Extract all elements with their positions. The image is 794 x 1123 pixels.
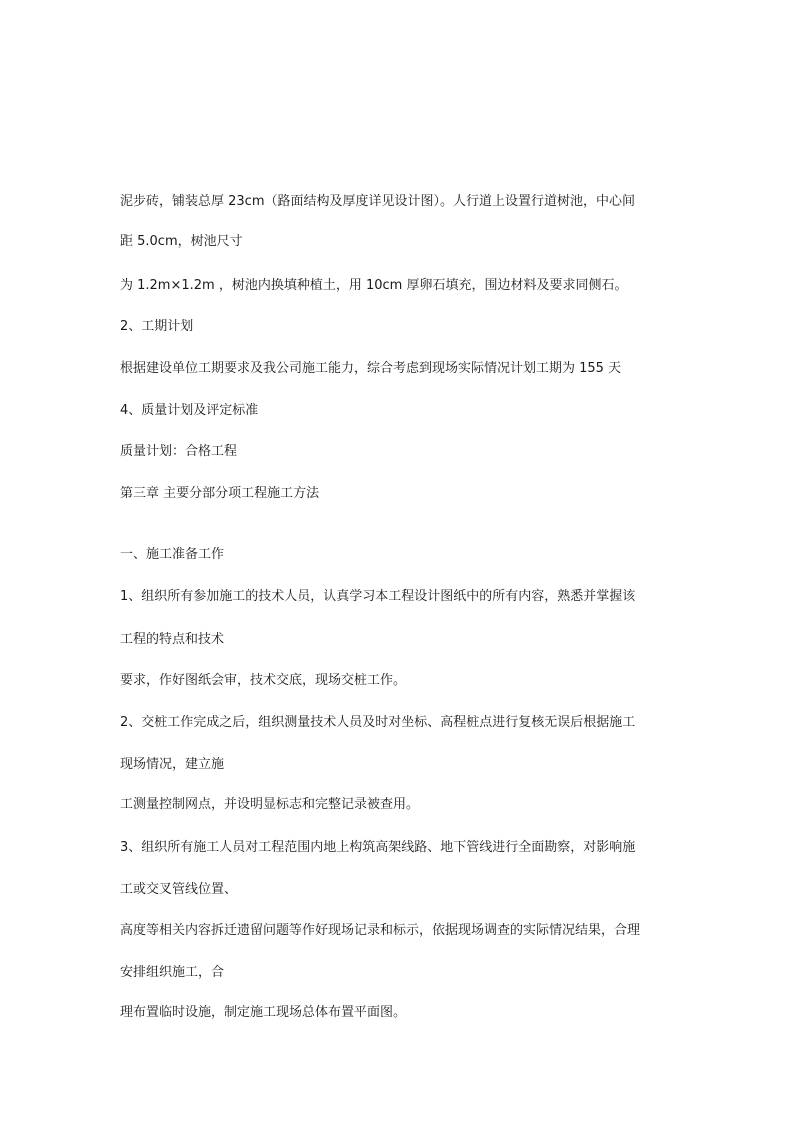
paragraph-line: 根据建设单位工期要求及我公司施工能力，综合考虑到现场实际情况计划工期为 155 天 — [120, 361, 622, 376]
section-heading: 一、施工准备工作 — [120, 547, 225, 562]
section-heading: 2、工期计划 — [120, 319, 194, 334]
paragraph-line: 泥步砖，铺装总厚 23cm（路面结构及厚度详见设计图）。人行道上设置行道树池，中心间 — [120, 194, 635, 209]
paragraph-line: 工程的特点和技术 — [120, 632, 225, 647]
paragraph-line: 现场情况，建立施 — [120, 757, 225, 772]
paragraph-line: 质量计划：合格工程 — [120, 444, 238, 459]
paragraph-line: 高度等相关内容拆迁遗留问题等作好现场记录和标示，依据现场调查的实际情况结果，合理 — [120, 923, 641, 938]
paragraph-line: 理布置临时设施，制定施工现场总体布置平面图。 — [120, 1005, 407, 1020]
paragraph-line: 2、交桩工作完成之后，组织测量技术人员及时对坐标、高程桩点进行复核无误后根据施工 — [120, 715, 636, 730]
paragraph-line: 安排组织施工，合 — [120, 965, 225, 980]
paragraph-line: 1、组织所有参加施工的技术人员，认真学习本工程设计图纸中的所有内容，熟悉并掌握该 — [120, 589, 636, 604]
paragraph-line: 工或交叉管线位置、 — [120, 882, 238, 897]
chapter-heading: 第三章 主要分部分项工程施工方法 — [120, 486, 320, 501]
paragraph-line: 为 1.2m×1.2m ，树池内换填种植土，用 10cm 厚卵石填充，围边材料及要求同侧石。 — [120, 278, 628, 293]
paragraph-line: 3、组织所有施工人员对工程范围内地上构筑高架线路、地下管线进行全面勘察，对影响施 — [120, 840, 636, 855]
paragraph-line: 距 5.0cm，树池尺寸 — [120, 234, 243, 249]
paragraph-line: 工测量控制网点，并设明显标志和完整记录被查用。 — [120, 797, 420, 812]
paragraph-line: 要求，作好图纸会审，技术交底，现场交桩工作。 — [120, 673, 407, 688]
section-heading: 4、质量计划及评定标准 — [120, 403, 259, 418]
